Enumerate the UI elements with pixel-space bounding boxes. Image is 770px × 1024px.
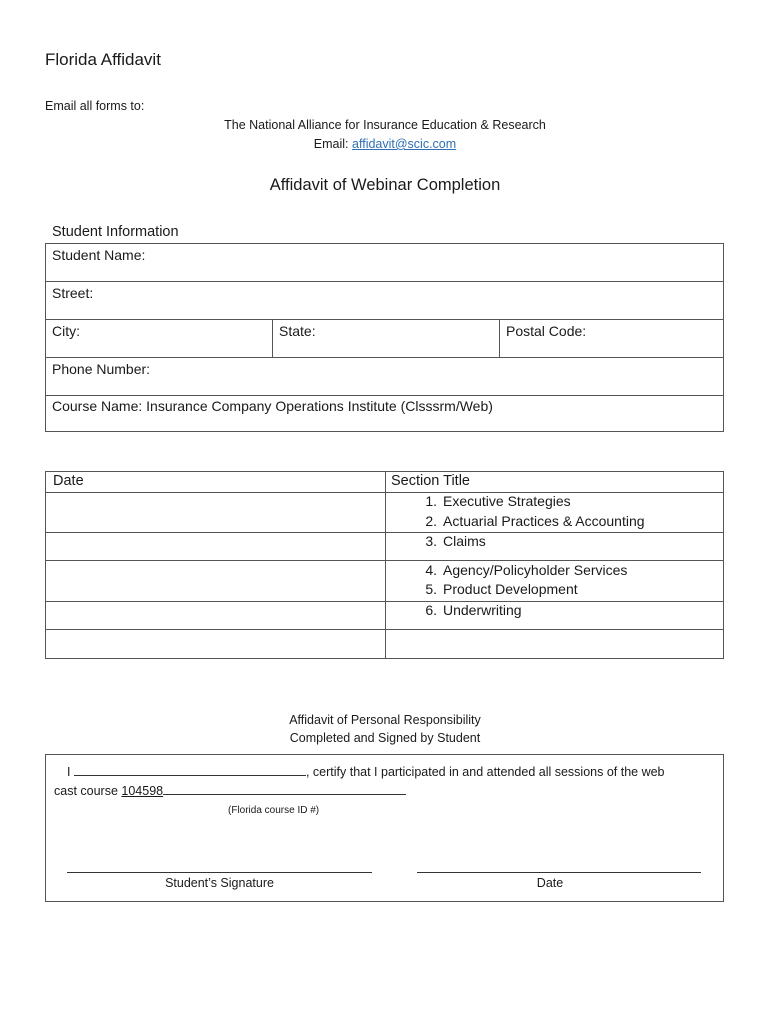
street-field[interactable] bbox=[46, 282, 723, 319]
session-item: 6. Underwriting bbox=[425, 602, 522, 618]
date-cell[interactable] bbox=[46, 493, 384, 532]
student-name-row bbox=[46, 244, 723, 282]
phone-field[interactable] bbox=[46, 358, 723, 395]
email-line bbox=[0, 137, 770, 151]
phone-row bbox=[46, 358, 723, 396]
affidavit-heading: Affidavit of Personal Responsibility bbox=[289, 713, 481, 727]
affidavit-subheading: Completed and Signed by Student bbox=[289, 731, 481, 745]
street-label: Street: bbox=[52, 285, 94, 301]
student-info-heading: Student Information bbox=[52, 224, 179, 240]
course-name-label: Course Name: Insurance Company Operations Institute (Clsssrm/Web) bbox=[52, 398, 493, 414]
date-signature-label: Date bbox=[536, 876, 564, 890]
session-item: 3. Claims bbox=[425, 533, 486, 549]
document-title: Affidavit of Webinar Completion bbox=[269, 176, 501, 194]
phone-label: Phone Number: bbox=[52, 361, 151, 377]
city-field[interactable] bbox=[46, 320, 272, 357]
city-label: City: bbox=[52, 323, 80, 339]
certify-line: I , certify that I participated in and attended all sessions of the web bbox=[67, 765, 665, 779]
state-field[interactable] bbox=[272, 320, 499, 357]
affidavit-box bbox=[45, 754, 724, 902]
date-cell[interactable] bbox=[46, 533, 384, 560]
student-name-field[interactable] bbox=[46, 244, 723, 281]
signature-label: Student’s Signature bbox=[165, 876, 274, 890]
sessions-table bbox=[45, 471, 724, 659]
date-cell[interactable] bbox=[46, 561, 384, 601]
page-title: Florida Affidavit bbox=[45, 50, 161, 69]
student-name-blank[interactable] bbox=[74, 763, 306, 776]
date-signature-line[interactable] bbox=[417, 872, 701, 873]
session-item: 1. Executive Strategies bbox=[425, 493, 571, 509]
date-cell[interactable] bbox=[46, 630, 384, 658]
course-id-caption: (Florida course ID #) bbox=[228, 805, 320, 816]
section-title-column-header: Section Title bbox=[391, 473, 470, 489]
session-item: 5. Product Development bbox=[425, 581, 578, 597]
email-link[interactable]: affidavit@scic.com bbox=[352, 137, 457, 151]
course-id-value: 104598 bbox=[121, 784, 164, 798]
session-item: 2. Actuarial Practices & Accounting bbox=[425, 513, 645, 529]
column-divider bbox=[385, 472, 386, 658]
student-name-label: Student Name: bbox=[52, 247, 146, 263]
street-row bbox=[46, 282, 723, 320]
course-line: cast course 104598 bbox=[54, 782, 406, 798]
signature-line[interactable] bbox=[67, 872, 372, 873]
course-name-row bbox=[46, 396, 723, 432]
session-item: 4. Agency/Policyholder Services bbox=[425, 562, 628, 578]
state-label: State: bbox=[279, 323, 316, 339]
city-state-row bbox=[46, 320, 723, 358]
postal-code-label: Postal Code: bbox=[506, 323, 587, 339]
organization-name: The National Alliance for Insurance Education & Research bbox=[224, 118, 546, 132]
course-id-blank[interactable] bbox=[163, 782, 406, 795]
email-instruction: Email all forms to: bbox=[45, 99, 145, 113]
student-info-table bbox=[45, 243, 724, 432]
date-column-header: Date bbox=[53, 473, 84, 489]
course-name-field bbox=[46, 396, 723, 432]
email-label: Email: bbox=[313, 137, 349, 151]
postal-code-field[interactable] bbox=[499, 320, 725, 357]
date-cell[interactable] bbox=[46, 602, 384, 629]
